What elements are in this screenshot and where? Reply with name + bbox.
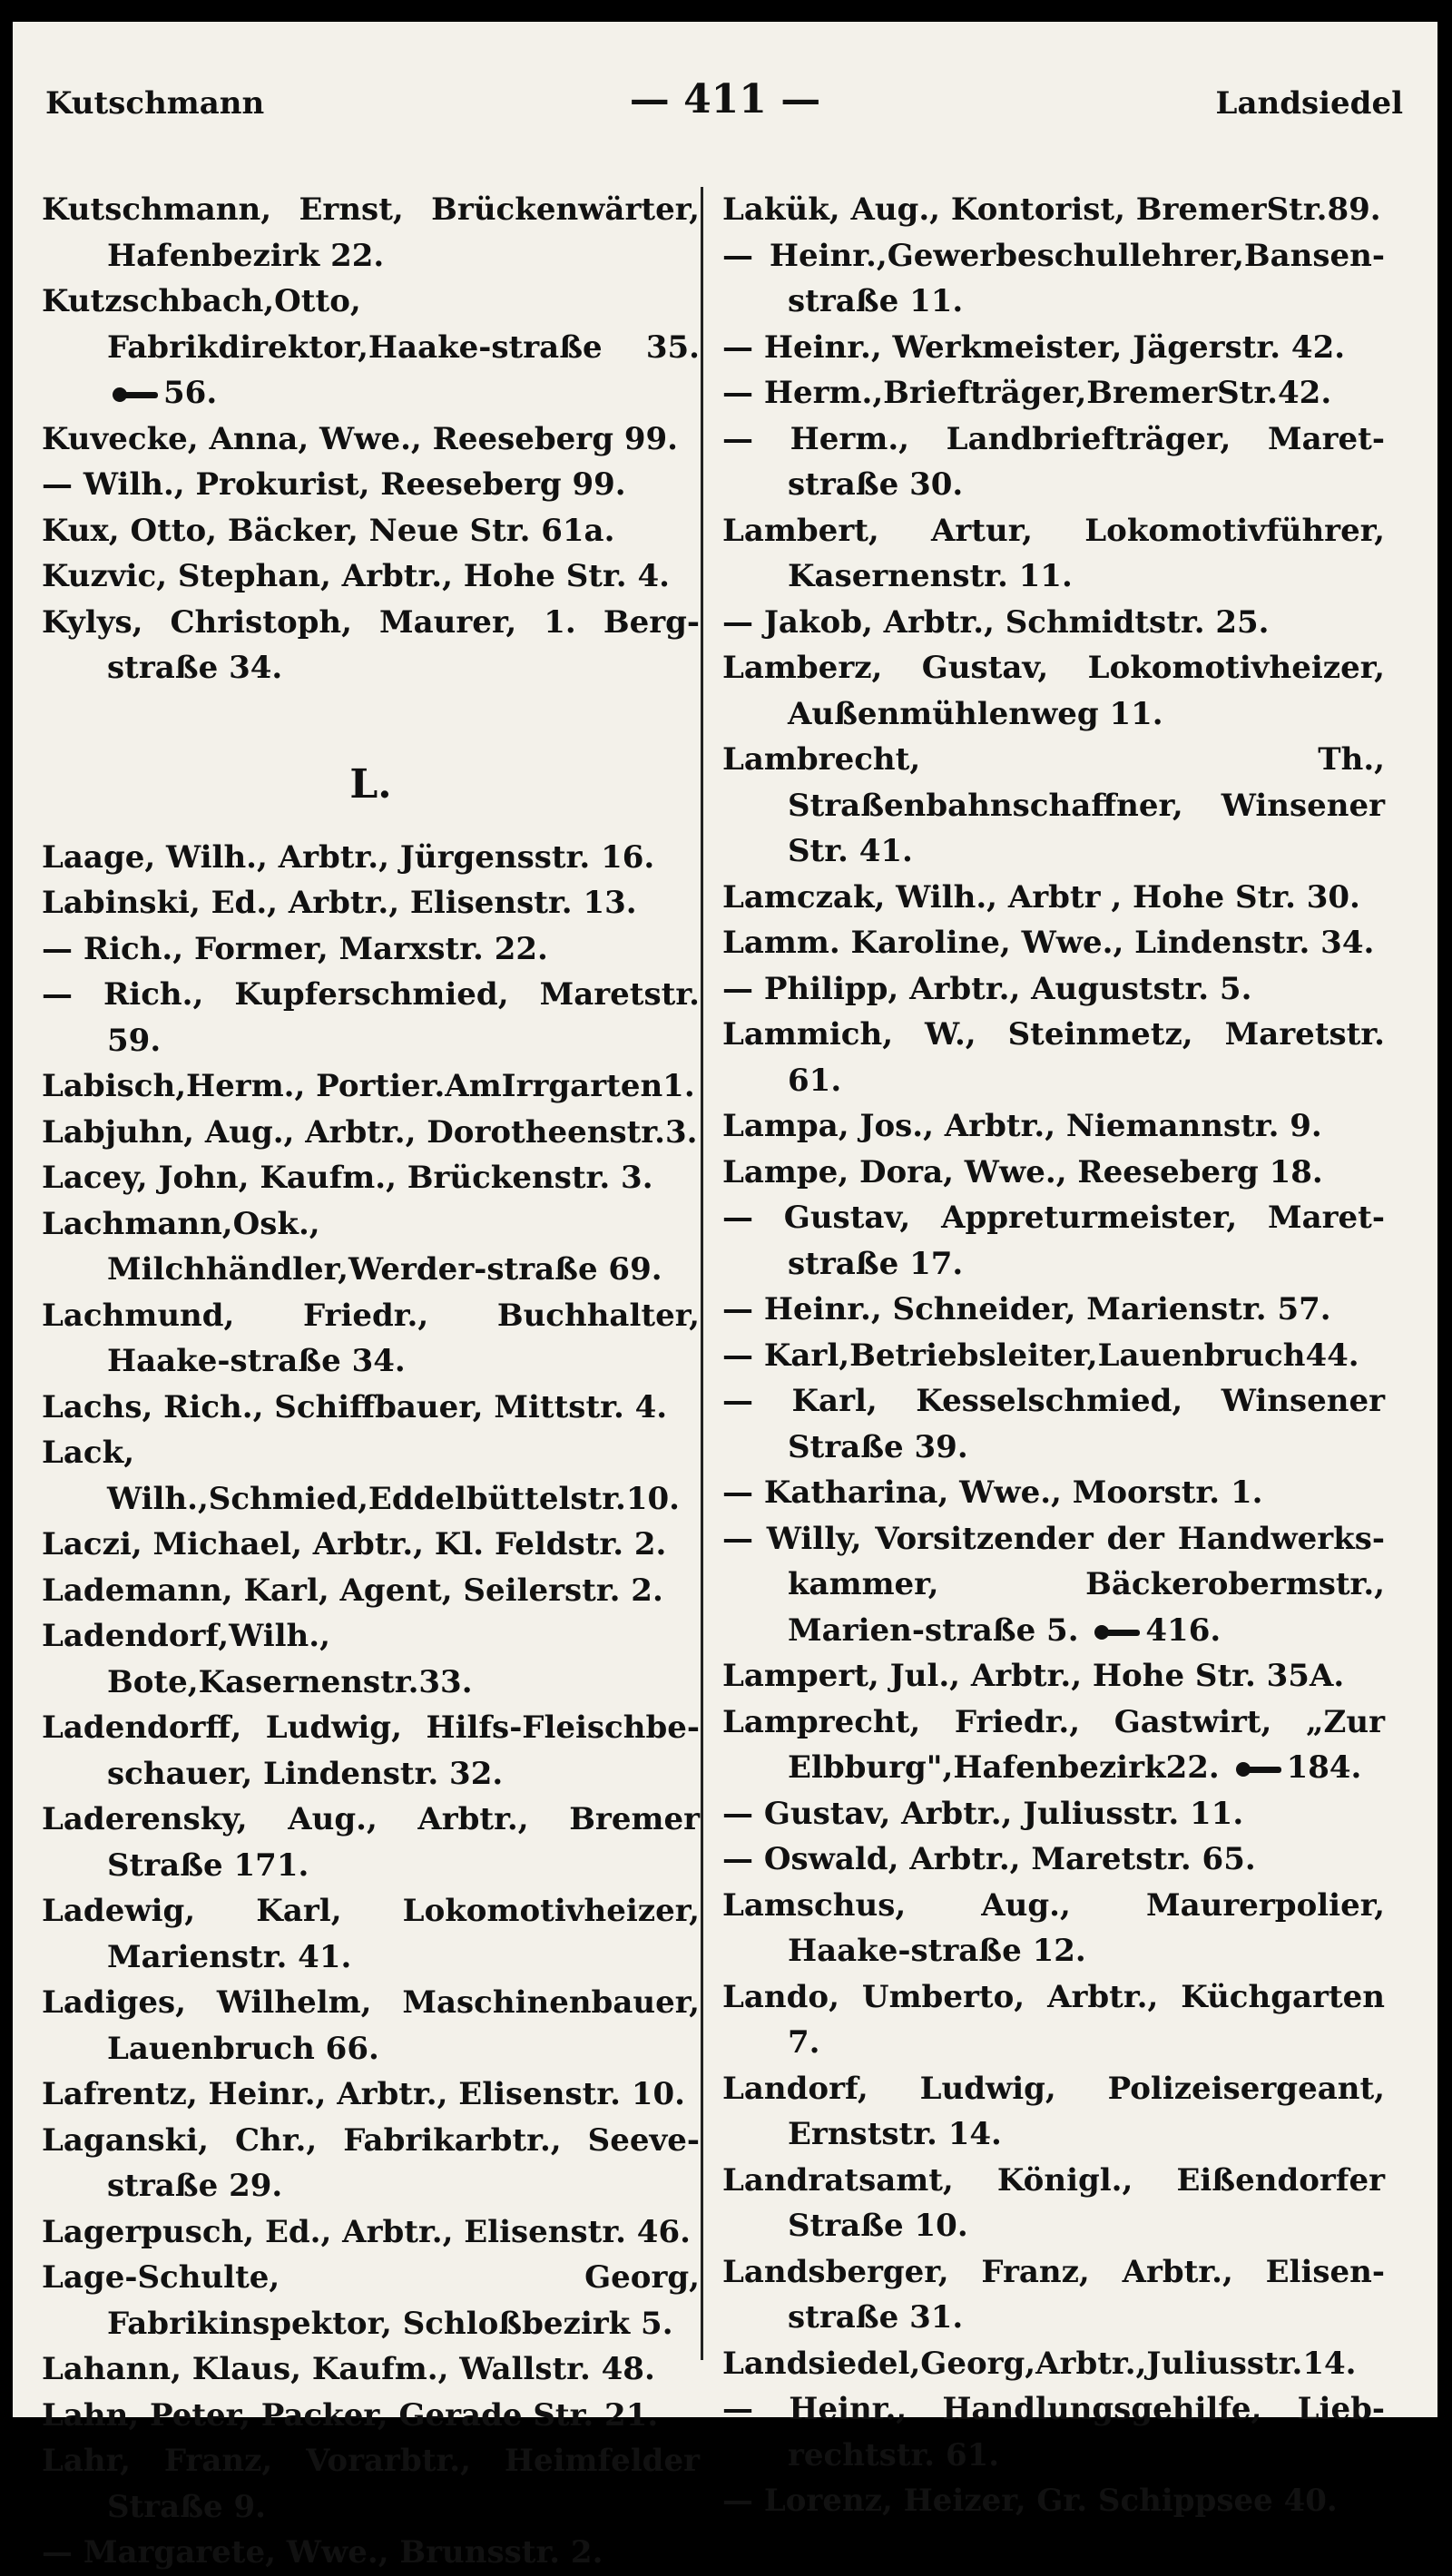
directory-entry (722, 1378, 1385, 1470)
entry-text: Lage-Schulte, Georg, Fabrikinspektor, Schloßbezirk 5. (42, 2259, 700, 2342)
entry-text: Lambrecht, Th., Straßenbahnschaffner, Winsener Str. 41. (722, 741, 1385, 869)
entry-text: Lamczak, Wilh., Arbtr , Hohe Str. 30. (722, 878, 1360, 916)
entry-text: Lambert, Artur, Lokomotivführer, Kasernenstr. 11. (722, 512, 1385, 594)
directory-entry (722, 1287, 1385, 1333)
entry-text: Landratsamt, Königl., Eißendorfer Straße 10. (722, 2161, 1385, 2244)
entry-text: Lacey, John, Kaufm., Brückenstr. 3. (42, 1160, 653, 1196)
telephone-number: 184. (1286, 1749, 1362, 1786)
entry-text: Laganski, Chr., Fabrikarbtr., Seeve-straße 29. (42, 2121, 700, 2204)
directory-entry (722, 2341, 1385, 2387)
directory-entry (722, 1470, 1385, 1516)
entry-text: Lando, Umberto, Arbtr., Küchgarten 7. (722, 1978, 1385, 2061)
directory-entry (722, 416, 1385, 508)
directory-entry (42, 1063, 700, 1110)
entry-text: Ladendorf,Wilh., Bote,Kasernenstr.33. (42, 1618, 473, 1700)
entry-text: — Willy, Vorsitzender der Handwerks-kammer, Bäckerobermstr., Marien-straße 5. (722, 1520, 1385, 1649)
directory-entry (42, 835, 700, 881)
telephone-icon (1094, 1622, 1140, 1642)
entry-text: Lahn, Peter, Packer, Gerade Str. 21. (42, 2396, 659, 2434)
directory-entry (42, 462, 700, 508)
entry-text: — Oswald, Arbtr., Maretstr. 65. (722, 1841, 1256, 1877)
l-entries (42, 835, 700, 2576)
entry-text: Lademann, Karl, Agent, Seilerstr. 2. (42, 1572, 663, 1609)
section-heading: L. (349, 760, 392, 808)
directory-entry (42, 2438, 700, 2530)
entry-text: — Lorenz, Heizer, Gr. Schippsee 40. (722, 2483, 1338, 2519)
directory-entry (42, 1888, 700, 1980)
entry-text: Laage, Wilh., Arbtr., Jürgensstr. 16. (42, 838, 655, 876)
entry-text: — Heinr., Handlungsgehilfe, Lieb-rechtstr. 61. (722, 2391, 1385, 2473)
directory-entry (722, 1012, 1385, 1103)
directory-entry (722, 2066, 1385, 2158)
entry-text: — Heinr., Schneider, Marienstr. 57. (722, 1291, 1331, 1327)
telephone-number: 56. (163, 375, 218, 411)
directory-entry (722, 1150, 1385, 1196)
entry-text: Landsberger, Franz, Arbtr., Elisen-straße 31. (722, 2253, 1385, 2336)
directory-entry (42, 2393, 700, 2439)
entry-text: Lammich, W., Steinmetz, Maretstr. 61. (722, 1016, 1385, 1099)
entry-text: Lampa, Jos., Arbtr., Niemannstr. 9. (722, 1108, 1322, 1144)
directory-entry (722, 2386, 1385, 2478)
directory-entry (42, 1201, 700, 1293)
entry-text: Laczi, Michael, Arbtr., Kl. Feldstr. 2. (42, 1526, 667, 1562)
entry-text: Labisch,Herm., Portier.AmIrrgarten1. (42, 1068, 695, 1104)
directory-entry (722, 920, 1385, 966)
entry-text: — Herm.,Briefträger,BremerStr.42. (722, 375, 1332, 411)
entry-text: — Jakob, Arbtr., Schmidtstr. 25. (722, 603, 1270, 641)
directory-entry (42, 1797, 700, 1888)
entry-text: Labjuhn, Aug., Arbtr., Dorotheenstr.3. (42, 1113, 698, 1151)
directory-entry (42, 1155, 700, 1201)
entry-text: — Rich., Former, Marxstr. 22. (42, 930, 548, 967)
entry-text: — Heinr.,Gewerbeschullehrer,Bansen-straße 11. (722, 237, 1385, 319)
directory-entry (722, 1974, 1385, 2066)
telephone-icon (1236, 1759, 1281, 1779)
entry-text: Lachmund, Friedr., Buchhalter, Haake-straße 34. (42, 1297, 700, 1379)
entry-text: Landsiedel,Georg,Arbtr.,Juliusstr.14. (722, 2345, 1357, 2382)
entry-text: Kutschmann, Ernst, Brückenwärter, Hafenbezirk 22. (42, 191, 700, 274)
directory-entry (722, 2158, 1385, 2249)
directory-entry (722, 370, 1385, 416)
directory-entry (722, 1883, 1385, 1974)
directory-entry (42, 880, 700, 926)
directory-entry (42, 1110, 700, 1156)
directory-entry (42, 972, 700, 1063)
directory-entry (722, 645, 1385, 737)
entry-text: Ladewig, Karl, Lokomotivheizer, Marienstr. 41. (42, 1893, 700, 1975)
telephone-icon (113, 385, 158, 405)
entry-text: Lamprecht, Friedr., Gastwirt, „Zur Elbburg",Hafenbezirk22. (722, 1703, 1385, 1786)
entry-text: Kylys, Christoph, Maurer, 1. Berg-straße 34. (42, 603, 700, 686)
k-entries (42, 187, 700, 691)
entry-text: Lakük, Aug., Kontorist, BremerStr.89. (722, 191, 1381, 228)
entry-text: Lampe, Dora, Wwe., Reeseberg 18. (722, 1153, 1323, 1190)
entry-text: Lafrentz, Heinr., Arbtr., Elisenstr. 10. (42, 2076, 685, 2112)
directory-entry (42, 600, 700, 691)
entry-text: Lahann, Klaus, Kaufm., Wallstr. 48. (42, 2351, 655, 2387)
directory-entry (722, 1195, 1385, 1287)
entry-text: Lachmann,Osk., Milchhändler,Werder-straße 69. (42, 1205, 662, 1288)
entry-text: — Karl, Kesselschmied, Winsener Straße 39. (722, 1383, 1385, 1465)
entry-text: — Wilh., Prokurist, Reeseberg 99. (42, 466, 626, 503)
entry-text: — Karl,Betriebsleiter,Lauenbruch44. (722, 1337, 1359, 1374)
directory-entry (42, 416, 700, 463)
entry-text: — Katharina, Wwe., Moorstr. 1. (722, 1474, 1263, 1511)
directory-entry (42, 926, 700, 973)
telephone-number: 416. (1145, 1611, 1221, 1649)
entry-text: Lahr, Franz, Vorarbtr., Heimfelder Straße 9. (42, 2443, 700, 2525)
entry-text: Kux, Otto, Bäcker, Neue Str. 61a. (42, 512, 615, 549)
right-entries (722, 187, 1385, 2524)
directory-entry (722, 875, 1385, 921)
directory-entry (42, 187, 700, 279)
entry-text: — Herm., Landbriefträger, Maret-straße 30. (722, 420, 1385, 503)
entry-text: Kutzschbach,Otto, Fabrikdirektor,Haake-straße 35. (42, 283, 700, 366)
running-head-right: Landsiedel (1215, 85, 1403, 122)
entry-text: Lamberz, Gustav, Lokomotivheizer, Außenmühlenweg 11. (722, 650, 1385, 732)
directory-entry (722, 1699, 1385, 1791)
entry-text: Lagerpusch, Ed., Arbtr., Elisenstr. 46. (42, 2213, 691, 2250)
entry-text: Lamm. Karoline, Wwe., Lindenstr. 34. (722, 925, 1375, 961)
entry-text: Kuvecke, Anna, Wwe., Reeseberg 99. (42, 420, 678, 457)
entry-text: Laderensky, Aug., Arbtr., Bremer Straße 171. (42, 1801, 700, 1884)
directory-entry (42, 553, 700, 600)
entry-text: Ladiges, Wilhelm, Maschinenbauer, Lauenbruch 66. (42, 1984, 700, 2067)
entry-text: — Margarete, Wwe., Brunsstr. 2. (42, 2534, 603, 2571)
directory-entry (722, 508, 1385, 600)
directory-entry (722, 1103, 1385, 1150)
directory-entry (722, 1791, 1385, 1837)
directory-entry (722, 1516, 1385, 1654)
directory-entry (42, 1568, 700, 1614)
entry-text: Landorf, Ludwig, Polizeisergeant, Ernststr. 14. (722, 2070, 1385, 2152)
directory-entry (42, 1293, 700, 1385)
directory-entry (42, 508, 700, 554)
directory-entry (42, 279, 700, 416)
directory-entry (722, 233, 1385, 325)
directory-entry (722, 2249, 1385, 2341)
entry-text: Lampert, Jul., Arbtr., Hohe Str. 35A. (722, 1658, 1345, 1694)
directory-entry (42, 1705, 700, 1797)
entry-text: Labinski, Ed., Arbtr., Elisenstr. 13. (42, 885, 637, 921)
directory-entry (42, 2530, 700, 2576)
entry-text: Kuzvic, Stephan, Arbtr., Hohe Str. 4. (42, 558, 670, 594)
entry-text: Lamschus, Aug., Maurerpolier, Haake-straße 12. (722, 1886, 1385, 1969)
directory-entry (722, 2478, 1385, 2524)
directory-entry (42, 2346, 700, 2393)
column-rule (701, 187, 703, 2360)
entry-text: Lack, Wilh.,Schmied,Eddelbüttelstr.10. (42, 1435, 681, 1517)
directory-entry (722, 325, 1385, 371)
directory-entry (722, 966, 1385, 1013)
directory-entry (42, 2118, 700, 2209)
right-column (722, 187, 1385, 2524)
left-column (42, 187, 700, 2576)
entry-text: — Heinr., Werkmeister, Jägerstr. 42. (722, 328, 1346, 366)
directory-entry (42, 2072, 700, 2118)
directory-entry (722, 1837, 1385, 1883)
directory-entry (722, 1333, 1385, 1379)
page-number: — 411 — (629, 76, 821, 122)
directory-entry (42, 2255, 700, 2346)
entry-text: — Philipp, Arbtr., Auguststr. 5. (722, 970, 1252, 1007)
entry-text: Lachs, Rich., Schiffbauer, Mittstr. 4. (42, 1388, 668, 1425)
directory-entry (722, 737, 1385, 875)
directory-entry (42, 2209, 700, 2256)
entry-text: Ladendorff, Ludwig, Hilfs-Fleischbe-schauer, Lindenstr. 32. (42, 1709, 700, 1792)
directory-entry (42, 1385, 700, 1431)
directory-entry (42, 1980, 700, 2072)
directory-entry (42, 1613, 700, 1705)
directory-entry (722, 600, 1385, 646)
entry-text: — Rich., Kupferschmied, Maretstr. 59. (42, 976, 700, 1059)
directory-entry (722, 1653, 1385, 1699)
running-head-left: Kutschmann (45, 85, 265, 122)
directory-entry (42, 1430, 700, 1522)
directory-entry (722, 187, 1385, 233)
directory-page (13, 22, 1437, 2571)
entry-text: — Gustav, Appreturmeister, Maret-straße 17. (722, 1200, 1385, 1282)
directory-entry (42, 1522, 700, 1568)
entry-text: — Gustav, Arbtr., Juliusstr. 11. (722, 1795, 1244, 1832)
